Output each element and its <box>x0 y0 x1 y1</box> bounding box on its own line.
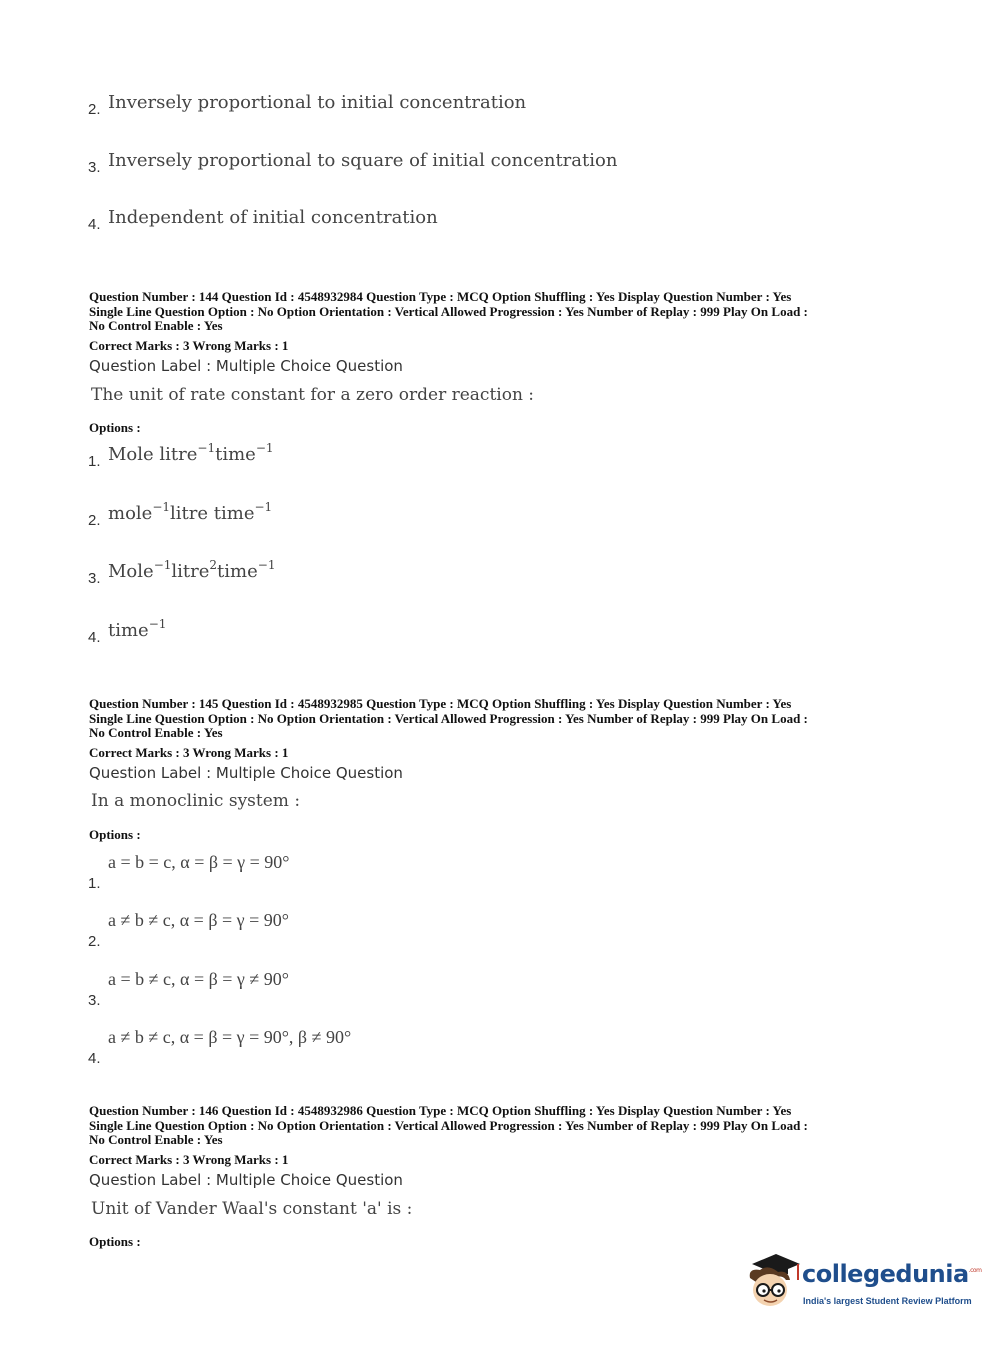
prev-option-3 <box>88 150 617 176</box>
q144-option-4 <box>88 617 167 646</box>
question-144-options-header: Options : <box>89 420 141 435</box>
option-number: 1. <box>88 875 101 892</box>
q145-option-1 <box>88 852 289 892</box>
question-145-label: Question Label : Multiple Choice Question <box>89 764 403 782</box>
option-number: 1. <box>88 453 101 470</box>
meta-line: No Control Enable : Yes <box>89 725 223 740</box>
meta-line: Single Line Question Option : No Option Orientation : Vertical Allowed Progression : Yes Number of Replay : 999 Play On Load : <box>89 1117 808 1133</box>
question-144-text: The unit of rate constant for a zero order reaction : <box>91 385 535 405</box>
meta-line: No Control Enable : Yes <box>89 1132 223 1147</box>
option-number: 4. <box>88 1050 101 1067</box>
logo-wordmark: collegedunia$^{.com}$ <box>802 1260 982 1288</box>
q144-option-2 <box>88 500 273 529</box>
option-number: 3. <box>88 992 101 1009</box>
option-number: 2. <box>88 101 101 118</box>
q144-option-3 <box>88 558 276 587</box>
option-text: Inversely proportional to square of initial concentration <box>108 150 618 171</box>
option-number: 3. <box>88 570 101 587</box>
option-text: a = b ≠ c, α = β = γ ≠ 90° <box>108 969 289 989</box>
question-146-options-header: Options : <box>89 1234 141 1249</box>
meta-line: Question Number : 144 Question Id : 4548932984 Question Type : MCQ Option Shuffling : Yes Display Question Number : Yes <box>89 289 792 304</box>
question-145-options-header: Options : <box>89 827 141 842</box>
option-text: Mole$^{-1}$litre$^2$time$^{-1}$ <box>108 558 276 582</box>
meta-line: Single Line Question Option : No Option Orientation : Vertical Allowed Progression : Yes Number of Replay : 999 Play On Load : <box>89 710 808 726</box>
prev-option-2 <box>88 92 526 118</box>
option-number: 4. <box>88 629 101 646</box>
mascot-icon <box>742 1250 802 1312</box>
q145-option-3 <box>88 969 289 1009</box>
q144-option-1 <box>88 441 274 470</box>
option-text: a ≠ b ≠ c, α = β = γ = 90°, β ≠ 90° <box>108 1027 352 1047</box>
question-145-meta <box>89 697 919 741</box>
collegedunia-logo[interactable] <box>742 1250 982 1320</box>
option-text: Inversely proportional to initial concentration <box>108 92 527 113</box>
option-number: 4. <box>88 216 101 233</box>
question-146-text: Unit of Vander Waal's constant 'a' is : <box>91 1199 413 1219</box>
question-145-marks: Correct Marks : 3 Wrong Marks : 1 <box>89 745 289 760</box>
meta-line: Single Line Question Option : No Option Orientation : Vertical Allowed Progression : Yes Number of Replay : 999 Play On Load : <box>89 303 808 319</box>
option-text: a ≠ b ≠ c, α = β = γ = 90° <box>108 910 289 930</box>
meta-line: Question Number : 146 Question Id : 4548932986 Question Type : MCQ Option Shuffling : Yes Display Question Number : Yes <box>89 1103 792 1118</box>
q145-option-4 <box>88 1027 351 1067</box>
option-text: a = b = c, α = β = γ = 90° <box>108 852 290 872</box>
prev-option-4 <box>88 207 438 233</box>
option-text: Mole litre$^{-1}$time$^{-1}$ <box>108 441 274 465</box>
option-text: Independent of initial concentration <box>108 207 438 228</box>
question-146-marks: Correct Marks : 3 Wrong Marks : 1 <box>89 1152 289 1167</box>
question-144-marks: Correct Marks : 3 Wrong Marks : 1 <box>89 338 289 353</box>
option-text: mole$^{-1}$litre time$^{-1}$ <box>108 500 273 524</box>
q145-option-2 <box>88 910 289 950</box>
meta-line: Question Number : 145 Question Id : 4548932985 Question Type : MCQ Option Shuffling : Yes Display Question Number : Yes <box>89 696 792 711</box>
meta-line: No Control Enable : Yes <box>89 318 223 333</box>
question-146-label: Question Label : Multiple Choice Question <box>89 1171 403 1189</box>
question-144-meta <box>89 290 919 334</box>
option-number: 3. <box>88 159 101 176</box>
option-number: 2. <box>88 512 101 529</box>
question-145-text: In a monoclinic system : <box>91 791 301 811</box>
option-text: time$^{-1}$ <box>108 617 167 641</box>
option-number: 2. <box>88 933 101 950</box>
logo-tagline: India's largest Student Review Platform <box>803 1296 972 1306</box>
question-146-meta <box>89 1104 919 1148</box>
question-144-label: Question Label : Multiple Choice Question <box>89 357 403 375</box>
